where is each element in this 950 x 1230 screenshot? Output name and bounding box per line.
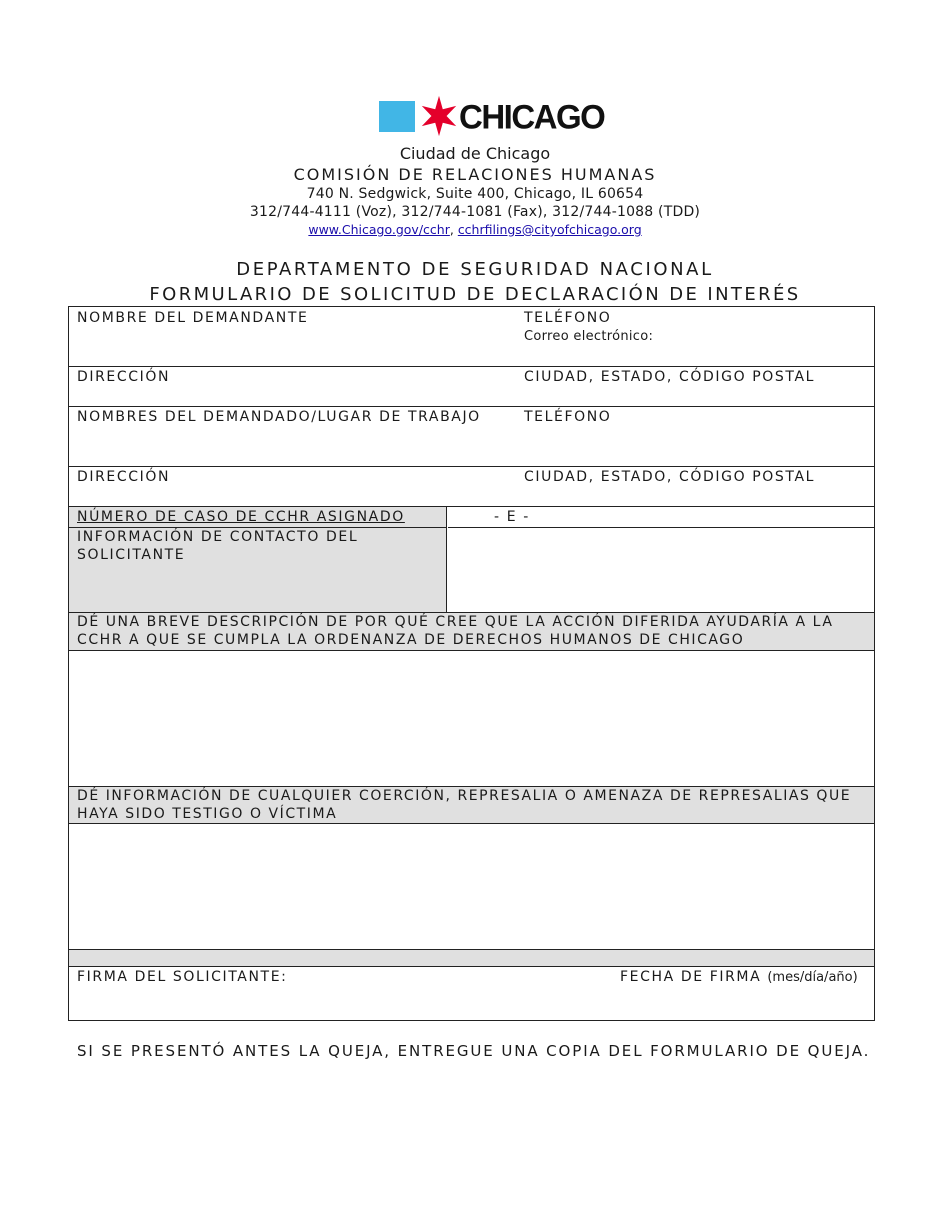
respondent-row[interactable] (69, 407, 874, 467)
description-prompt-label: DÉ UNA BREVE DESCRIPCIÓN DE POR QUÉ CREE QUE LA ACCIÓN DIFERIDA AYUDARÍA A LA CCHR A QUE SE CUMPLA LA ORDENANZA DE DERECHOS HUMANOS DE CHICAGO (77, 614, 834, 648)
links-line (0, 222, 950, 237)
address-line: 740 N. Sedgwick, Suite 400, Chicago, IL 60654 (306, 186, 644, 202)
respondent-names-label: NOMBRES DEL DEMANDADO/LUGAR DE TRABAJO (77, 409, 481, 425)
department-title: DEPARTAMENTO DE SEGURIDAD NACIONAL (236, 259, 714, 280)
city-name: Ciudad de Chicago (399, 144, 551, 163)
signature-label: FIRMA DEL SOLICITANTE: (77, 969, 288, 985)
complainant-address-label: DIRECCIÓN (77, 369, 171, 385)
coercion-field[interactable] (69, 824, 874, 950)
chicago-star-icon (418, 95, 460, 137)
respondent-address-row[interactable] (69, 467, 874, 507)
commission-name: COMISIÓN DE RELACIONES HUMANAS (293, 165, 657, 184)
chicago-logo (379, 96, 605, 138)
complainant-address-row[interactable] (69, 367, 874, 407)
case-contact-block (69, 507, 874, 613)
complainant-city-state-zip-label: CIUDAD, ESTADO, CÓDIGO POSTAL (524, 369, 816, 385)
footer-note: SI SE PRESENTÓ ANTES LA QUEJA, ENTREGUE UNA COPIA DEL FORMULARIO DE QUEJA. (77, 1042, 871, 1060)
complainant-name-label: NOMBRE DEL DEMANDANTE (77, 310, 309, 326)
signature-row[interactable] (69, 967, 874, 1020)
signature-date-text: FECHA DE FIRMA (620, 969, 762, 985)
case-number-value: - E - (494, 509, 530, 525)
coercion-prompt-label: DÉ INFORMACIÓN DE CUALQUIER COERCIÓN, REPRESALIA O AMENAZA DE REPRESALIAS QUE HAYA SIDO TESTIGO O VÍCTIMA (77, 788, 852, 822)
phone-line: 312/744-4111 (Voz), 312/744-1081 (Fax), 312/744-1088 (TDD) (249, 204, 701, 220)
complainant-row[interactable] (69, 307, 874, 367)
declaration-form (68, 306, 875, 1021)
date-format-hint: (mes/día/año) (767, 970, 858, 985)
description-prompt-row (69, 613, 874, 651)
website-link[interactable]: www.Chicago.gov/cchr (308, 222, 450, 237)
email-link[interactable]: cchrfilings@cityofchicago.org (457, 222, 642, 237)
case-contact-label-cell (69, 507, 447, 612)
logo-wordmark: CHICAGO (459, 97, 605, 136)
respondent-phone-label: TELÉFONO (524, 409, 612, 425)
case-number-label: NÚMERO DE CASO DE CCHR ASIGNADO (77, 509, 405, 525)
contact-info-label: INFORMACIÓN DE CONTACTO DEL SOLICITANTE (77, 529, 359, 563)
form-title: FORMULARIO DE SOLICITUD DE DECLARACIÓN DE INTERÉS (149, 284, 801, 305)
link-separator: , (449, 222, 458, 237)
spacer-row (69, 950, 874, 967)
logo-blue-square (379, 101, 415, 132)
signature-date-label (620, 968, 858, 987)
respondent-address-label: DIRECCIÓN (77, 469, 171, 485)
coercion-prompt-row (69, 787, 874, 824)
complainant-email-label: Correo electrónico: (524, 329, 654, 344)
complainant-phone-label: TELÉFONO (524, 310, 612, 326)
description-field[interactable] (69, 651, 874, 787)
contact-info-field[interactable] (448, 528, 874, 612)
respondent-city-state-zip-label: CIUDAD, ESTADO, CÓDIGO POSTAL (524, 469, 816, 485)
case-number-field[interactable] (448, 507, 874, 528)
